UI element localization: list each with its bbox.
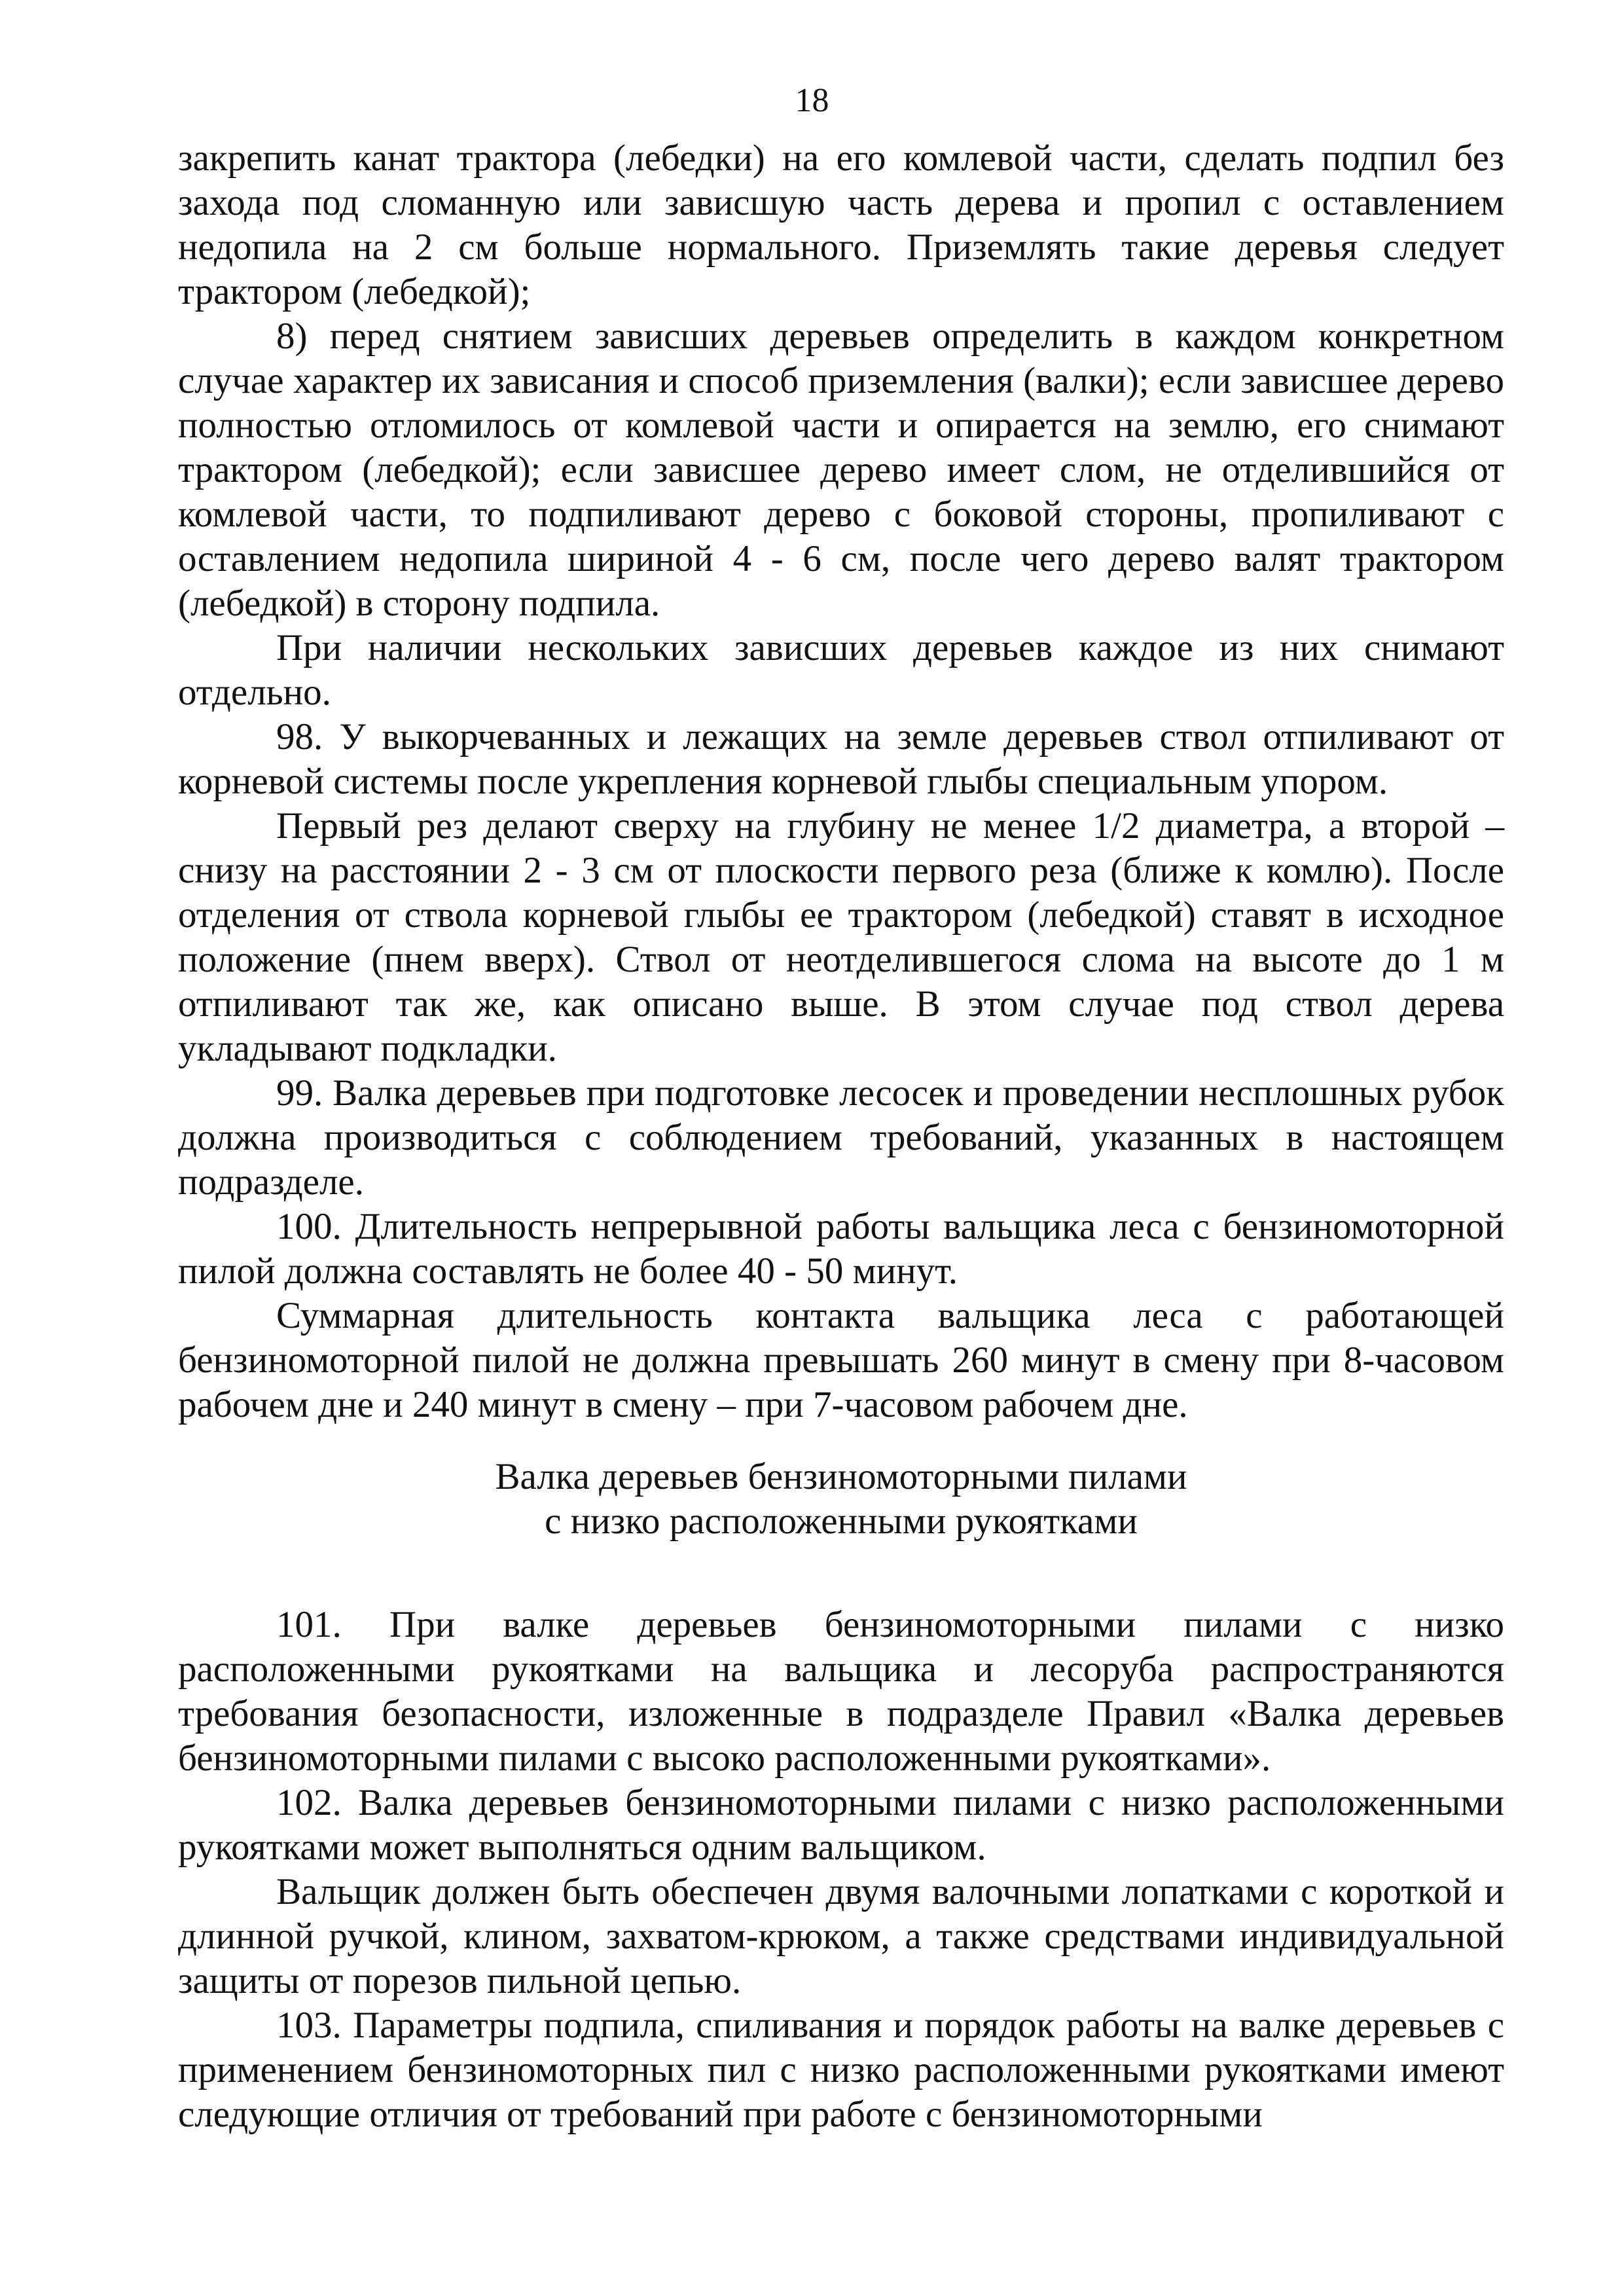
section-heading	[178, 1455, 1504, 1544]
paragraph-item-8: 8) перед снятием зависших деревьев определить в каждом конкретном случае характер их зависания и способ приземления (валки); если зависшее дерево полностью отломилось от комлевой части и опирается на землю, его снимают трактором (лебедкой); если зависшее дерево имеет слом, не отделившийся от комлевой части, то подпиливают дерево с боковой стороны, пропиливают с оставлением недопила шириной 4 - 6 см, после чего дерево валят трактором (лебедкой) в сторону подпила.	[178, 316, 1504, 624]
paragraph-102: 102. Валка деревьев бензиномоторными пилами с низко расположенными рукоятками может выполняться одним вальщиком.	[178, 1782, 1504, 1868]
paragraph-100: 100. Длительность непрерывной работы вальщика леса с бензиномоторной пилой должна составлять не более 40 - 50 минут.	[178, 1206, 1504, 1292]
paragraph-first-cut: Первый рез делают сверху на глубину не менее 1/2 диаметра, а второй – снизу на расстоянии 2 - 3 см от плоскости первого реза (ближе к комлю). После отделения от ствола корневой глыбы ее трактором (лебедкой) ставят в исходное положение (пнем вверх). Ствол от неотделившегося слома на высоте до 1 м отпиливают так же, как описано выше. В этом случае под ствол дерева укладывают подкладки.	[178, 805, 1504, 1069]
body-text-lower	[178, 1603, 1504, 2137]
paragraph-103: 103. Параметры подпила, спиливания и порядок работы на валке деревьев с применением бензиномоторных пил с низко расположенными рукоятками имеют следующие отличия от требований при работе с бензиномоторными	[178, 2005, 1504, 2135]
paragraph-multiple-trees: При наличии нескольких зависших деревьев каждое из них снимают отдельно.	[178, 627, 1504, 713]
paragraph-continuation: закрепить канат трактора (лебедки) на его комлевой части, сделать подпил без захода под сломанную или зависшую часть дерева и пропил с оставлением недопила на 2 см больше нормального. Приземлять такие деревья следует трактором (лебедкой);	[178, 137, 1504, 312]
paragraph-99: 99. Валка деревьев при подготовке лесосек и проведении несплошных рубок должна производиться с соблюдением требований, указанных в настоящем подразделе.	[178, 1072, 1504, 1203]
body-text-upper	[178, 136, 1504, 1427]
paragraph-98: 98. У выкорчеванных и лежащих на земле деревьев ствол отпиливают от корневой системы после укрепления корневой глыбы специальным упором.	[178, 716, 1504, 802]
paragraph-101: 101. При валке деревьев бензиномоторными пилами с низко расположенными рукоятками на вальщика и лесоруба распространяются требования безопасности, изложенные в подразделе Правил «Валка деревьев бензиномоторными пилами с высоко расположенными рукоятками».	[178, 1604, 1504, 1779]
paragraph-total-duration: Суммарная длительность контакта вальщика леса с работающей бензиномоторной пилой не должна превышать 260 минут в смену при 8-часовом рабочем дне и 240 минут в смену – при 7-часовом рабочем дне.	[178, 1295, 1504, 1425]
paragraph-equipment: Вальщик должен быть обеспечен двумя валочными лопатками с короткой и длинной ручкой, клином, захватом-крюком, а также средствами индивидуальной защиты от порезов пильной цепью.	[178, 1871, 1504, 2001]
section-heading-line-1: Валка деревьев бензиномоторными пилами	[495, 1456, 1187, 1497]
section-heading-line-2: с низко расположенными рукоятками	[545, 1501, 1138, 1542]
page-number: 18	[795, 82, 829, 119]
